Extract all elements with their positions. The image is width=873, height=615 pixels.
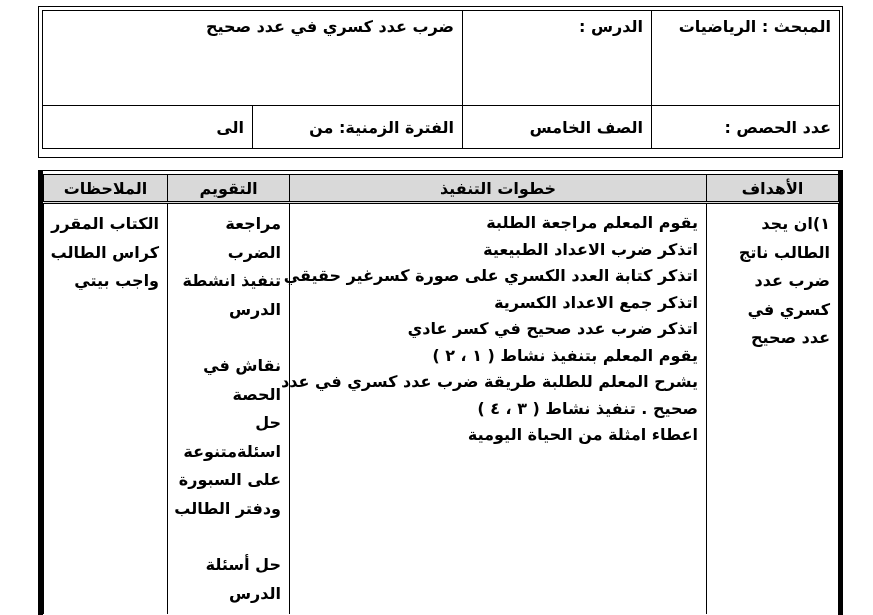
notes-line: الكتاب المقرر — [51, 214, 159, 233]
evaluation-spacer — [176, 324, 281, 352]
evaluation-line: مراجعة — [225, 214, 281, 233]
plan-table — [43, 174, 839, 614]
evaluation-line: على السبورة — [178, 470, 281, 489]
notes-line: واجب بيتي — [74, 271, 159, 290]
evaluation-cell — [168, 203, 290, 615]
lesson-title-cell — [43, 11, 463, 106]
periods-cell — [652, 106, 840, 149]
grade-label: الصف الخامس — [529, 117, 643, 137]
subject-cell — [652, 11, 840, 106]
evaluation-line: تنفيذ انشطة — [182, 271, 281, 290]
periods-label: عدد الحصص : — [724, 117, 831, 137]
evaluation-line: ودفتر الطالب — [174, 498, 281, 518]
period-from-label: الفترة الزمنية: من — [309, 117, 454, 137]
evaluation-line: الضرب — [227, 242, 281, 262]
evaluation-line: الحصة — [232, 384, 281, 404]
column-header-steps: خطوات التنفيذ — [290, 175, 707, 203]
grade-cell — [463, 106, 652, 149]
step-line: اتذكر جمع الاعداد الكسرية — [494, 292, 698, 312]
evaluation-line: نقاش في — [203, 356, 281, 375]
period-to-cell — [43, 106, 253, 149]
notes-cell — [44, 203, 168, 615]
notes-line: كراس الطالب — [50, 242, 159, 262]
evaluation-line: حل أسئلة — [205, 555, 281, 574]
step-line: يقوم المعلم بتنفيذ نشاط ( ١ ، ٢ ) — [432, 345, 698, 365]
step-line: يشرح المعلم للطلبة طريقة ضرب عدد كسري في عدد — [281, 372, 698, 391]
step-line: اتذكر ضرب الاعداد الطبيعية — [483, 239, 698, 259]
period-from-cell — [253, 106, 463, 149]
evaluation-line: حل — [255, 413, 281, 432]
step-line: صحيح . تنفيذ نشاط ( ٣ ، ٤ ) — [477, 398, 698, 418]
step-line: اعطاء امثلة من الحياة اليومية — [467, 425, 698, 444]
evaluation-spacer — [176, 523, 281, 551]
column-header-evaluation: التقويم — [168, 175, 290, 203]
lesson-cell — [463, 11, 652, 106]
evaluation-line: اسئلةمتنوعة — [183, 441, 281, 461]
subject-label: المبحث : الرياضيات — [678, 17, 831, 36]
objectives-cell — [707, 203, 839, 615]
evaluation-line: الدرس — [228, 299, 281, 319]
column-header-objectives: الأهداف — [707, 175, 839, 203]
evaluation-line: الدرس — [228, 583, 281, 603]
column-header-notes: الملاحظات — [44, 175, 168, 203]
step-line: اتذكر كتابة العدد الكسري على صورة كسرغير حقيقي — [283, 266, 698, 285]
step-line: يقوم المعلم مراجعة الطلبة — [486, 213, 698, 232]
lesson-title: ضرب عدد كسري في عدد صحيح — [205, 17, 454, 36]
step-line: اتذكر ضرب عدد صحيح في كسر عادي — [407, 319, 698, 338]
steps-cell — [281, 203, 707, 615]
period-to-label: الى — [216, 117, 244, 137]
objective-text: ١)ان يجد الطالب ناتج ضرب عدد كسري في عدد صحيح — [738, 214, 830, 347]
header-table — [42, 10, 840, 149]
lesson-label: الدرس : — [579, 17, 643, 36]
